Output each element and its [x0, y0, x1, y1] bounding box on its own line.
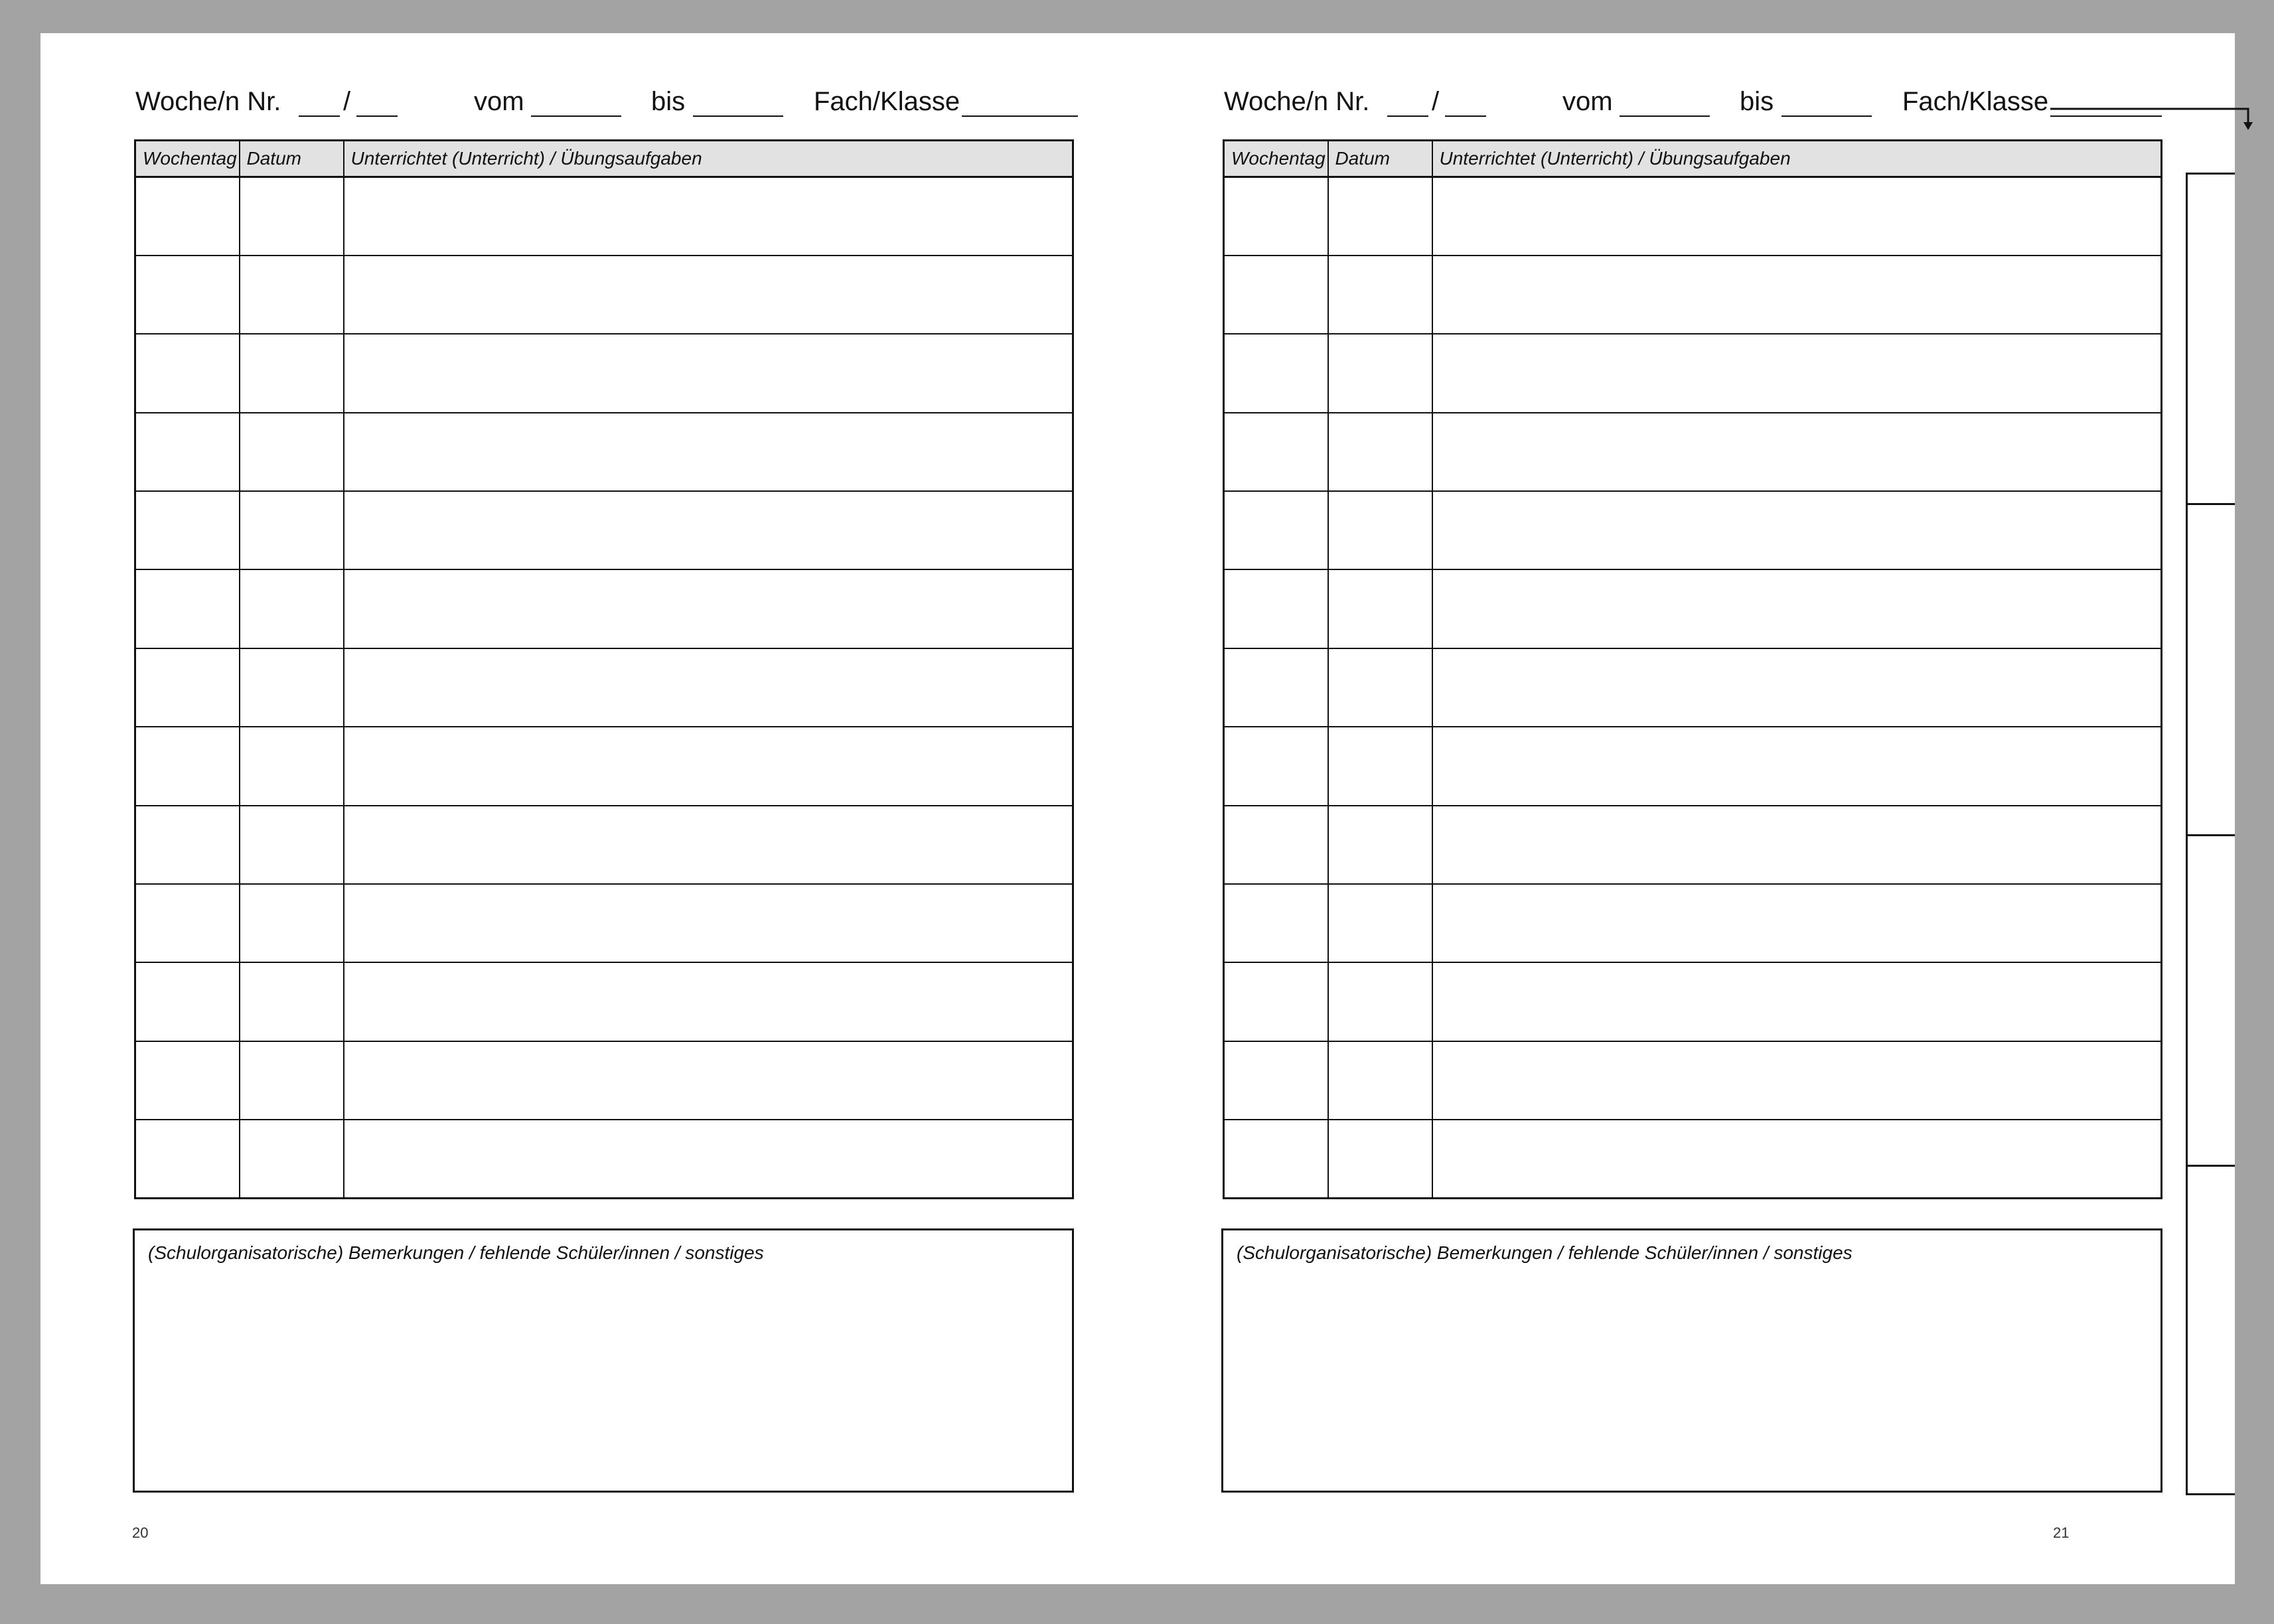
left-page: [40, 33, 1056, 1584]
table-row: [135, 1120, 1073, 1199]
weekday-cell[interactable]: [135, 413, 240, 491]
table-row: [1224, 806, 2162, 884]
weekday-cell[interactable]: [1224, 648, 1328, 727]
weekday-cell[interactable]: [1224, 413, 1328, 491]
table-row: [135, 491, 1073, 569]
week-end-field[interactable]: [356, 115, 398, 117]
weekday-cell[interactable]: [1224, 884, 1328, 962]
date-cell[interactable]: [1328, 491, 1432, 569]
table-row: [135, 569, 1073, 648]
date-column-header: Datum: [240, 141, 344, 177]
lesson-rows: [1224, 177, 2162, 1199]
weekday-cell[interactable]: [1224, 334, 1328, 412]
weekday-cell[interactable]: [1224, 256, 1328, 334]
table-row: [135, 962, 1073, 1041]
register-tab-divider: [2186, 1493, 2235, 1495]
from-label: vom: [474, 87, 524, 116]
table-row: [135, 648, 1073, 727]
lesson-cell[interactable]: [344, 1041, 1073, 1120]
lesson-cell[interactable]: [1432, 727, 2162, 805]
weekday-cell[interactable]: [1224, 491, 1328, 569]
date-cell[interactable]: [240, 648, 344, 727]
date-cell[interactable]: [1328, 1041, 1432, 1120]
register-tab-divider: [2186, 834, 2235, 836]
register-tab-divider: [2186, 1165, 2235, 1167]
table-row: [135, 256, 1073, 334]
subject-class-label: Fach/Klasse: [1902, 87, 2049, 116]
date-cell[interactable]: [1328, 648, 1432, 727]
weekday-cell[interactable]: [1224, 1041, 1328, 1120]
to-label: bis: [1740, 87, 1774, 116]
lesson-column-header: Unterrichtet (Unterricht) / Übungsaufgaben: [344, 141, 1073, 177]
date-cell[interactable]: [1328, 256, 1432, 334]
weekday-cell[interactable]: [135, 884, 240, 962]
weekday-cell[interactable]: [1224, 1120, 1328, 1199]
table-row: [1224, 256, 2162, 334]
table-row: [1224, 1120, 2162, 1199]
weekday-cell[interactable]: [1224, 962, 1328, 1041]
lesson-cell[interactable]: [344, 962, 1073, 1041]
from-date-field[interactable]: [531, 115, 621, 117]
register-tab-divider: [2186, 503, 2235, 505]
remarks-label: (Schulorganisatorische) Bemerkungen / fehlende Schüler/innen / sonstiges: [148, 1242, 764, 1263]
date-cell[interactable]: [1328, 884, 1432, 962]
lesson-cell[interactable]: [344, 413, 1073, 491]
lesson-cell[interactable]: [1432, 334, 2162, 412]
table-header-row: [1224, 141, 2162, 177]
lesson-cell[interactable]: [1432, 806, 2162, 884]
table-row: [135, 413, 1073, 491]
lesson-cell[interactable]: [1432, 1120, 2162, 1199]
table-row: [1224, 413, 2162, 491]
planner-spread: [40, 33, 2235, 1584]
subject-class-field[interactable]: [962, 115, 1078, 117]
date-cell[interactable]: [240, 1041, 344, 1120]
lesson-table: [1223, 139, 2162, 1199]
table-row: [135, 884, 1073, 962]
date-cell[interactable]: [1328, 806, 1432, 884]
week-start-field[interactable]: [299, 115, 340, 117]
lesson-cell[interactable]: [344, 1120, 1073, 1199]
week-header: [1224, 78, 2166, 125]
week-number-label: Woche/n Nr.: [135, 87, 281, 116]
to-date-field[interactable]: [693, 115, 783, 117]
table-row: [135, 727, 1073, 805]
subject-class-label: Fach/Klasse: [814, 87, 960, 116]
weekday-column-header: Wochentag: [135, 141, 240, 177]
date-cell[interactable]: [1328, 1120, 1432, 1199]
weekday-cell[interactable]: [135, 491, 240, 569]
date-cell[interactable]: [240, 177, 344, 256]
lesson-cell[interactable]: [1432, 491, 2162, 569]
date-cell[interactable]: [240, 962, 344, 1041]
week-end-field[interactable]: [1445, 115, 1486, 117]
weekday-cell[interactable]: [135, 962, 240, 1041]
weekday-cell[interactable]: [135, 648, 240, 727]
weekday-cell[interactable]: [135, 1041, 240, 1120]
lesson-cell[interactable]: [1432, 648, 2162, 727]
page-number: 21: [2053, 1524, 2070, 1541]
lesson-cell[interactable]: [344, 569, 1073, 648]
date-cell[interactable]: [240, 256, 344, 334]
lesson-cell[interactable]: [344, 727, 1073, 805]
table-row: [135, 177, 1073, 256]
date-cell[interactable]: [240, 334, 344, 412]
from-date-field[interactable]: [1620, 115, 1710, 117]
table-row: [1224, 334, 2162, 412]
remarks-box[interactable]: [1221, 1228, 2162, 1493]
lesson-cell[interactable]: [1432, 569, 2162, 648]
date-cell[interactable]: [240, 569, 344, 648]
weekday-cell[interactable]: [135, 177, 240, 256]
weekday-cell[interactable]: [135, 334, 240, 412]
weekday-cell[interactable]: [1224, 727, 1328, 805]
remarks-label: (Schulorganisatorische) Bemerkungen / fehlende Schüler/innen / sonstiges: [1237, 1242, 1853, 1263]
to-label: bis: [651, 87, 686, 116]
weekday-cell[interactable]: [135, 256, 240, 334]
weekday-cell[interactable]: [135, 806, 240, 884]
table-row: [1224, 648, 2162, 727]
week-separator: /: [1432, 87, 1440, 116]
table-row: [1224, 1041, 2162, 1120]
table-row: [135, 1041, 1073, 1120]
from-label: vom: [1562, 87, 1613, 116]
table-row: [1224, 569, 2162, 648]
lesson-cell[interactable]: [344, 256, 1073, 334]
date-cell[interactable]: [1328, 962, 1432, 1041]
arrow-down-icon: [2050, 104, 2255, 130]
week-separator: /: [343, 87, 351, 116]
date-cell[interactable]: [240, 884, 344, 962]
lesson-column-header: Unterrichtet (Unterricht) / Übungsaufgaben: [1432, 141, 2162, 177]
weekday-cell[interactable]: [1224, 806, 1328, 884]
week-number-label: Woche/n Nr.: [1224, 87, 1370, 116]
lesson-cell[interactable]: [1432, 884, 2162, 962]
table-row: [135, 334, 1073, 412]
table-row: [1224, 727, 2162, 805]
remarks-box[interactable]: [133, 1228, 1074, 1493]
lesson-cell[interactable]: [344, 334, 1073, 412]
date-cell[interactable]: [240, 806, 344, 884]
date-cell[interactable]: [1328, 334, 1432, 412]
date-column-header: Datum: [1328, 141, 1432, 177]
date-cell[interactable]: [1328, 727, 1432, 805]
date-cell[interactable]: [240, 727, 344, 805]
table-row: [135, 806, 1073, 884]
date-cell[interactable]: [1328, 177, 1432, 256]
lesson-cell[interactable]: [1432, 177, 2162, 256]
to-date-field[interactable]: [1781, 115, 1872, 117]
weekday-cell[interactable]: [135, 569, 240, 648]
table-row: [1224, 177, 2162, 256]
week-header: [135, 78, 1078, 125]
lesson-table: [134, 139, 1074, 1199]
date-cell[interactable]: [1328, 569, 1432, 648]
register-tabs: [2186, 134, 2235, 1495]
table-row: [1224, 491, 2162, 569]
page-number: 20: [132, 1524, 149, 1541]
weekday-cell[interactable]: [1224, 177, 1328, 256]
lesson-cell[interactable]: [1432, 413, 2162, 491]
date-cell[interactable]: [240, 1120, 344, 1199]
table-header-row: [135, 141, 1073, 177]
lesson-cell[interactable]: [344, 884, 1073, 962]
lesson-cell[interactable]: [344, 491, 1073, 569]
lesson-rows: [135, 177, 1073, 1199]
weekday-cell[interactable]: [135, 727, 240, 805]
weekday-cell[interactable]: [1224, 569, 1328, 648]
lesson-cell[interactable]: [1432, 1041, 2162, 1120]
lesson-cell[interactable]: [344, 177, 1073, 256]
lesson-cell[interactable]: [1432, 256, 2162, 334]
lesson-cell[interactable]: [1432, 962, 2162, 1041]
date-cell[interactable]: [240, 491, 344, 569]
weekday-column-header: Wochentag: [1224, 141, 1328, 177]
register-tab-top: [2186, 173, 2226, 175]
lesson-cell[interactable]: [344, 648, 1073, 727]
week-start-field[interactable]: [1387, 115, 1428, 117]
weekday-cell[interactable]: [135, 1120, 240, 1199]
lesson-cell[interactable]: [344, 806, 1073, 884]
table-row: [1224, 884, 2162, 962]
date-cell[interactable]: [240, 413, 344, 491]
right-page: [1129, 33, 2145, 1584]
table-row: [1224, 962, 2162, 1041]
date-cell[interactable]: [1328, 413, 1432, 491]
